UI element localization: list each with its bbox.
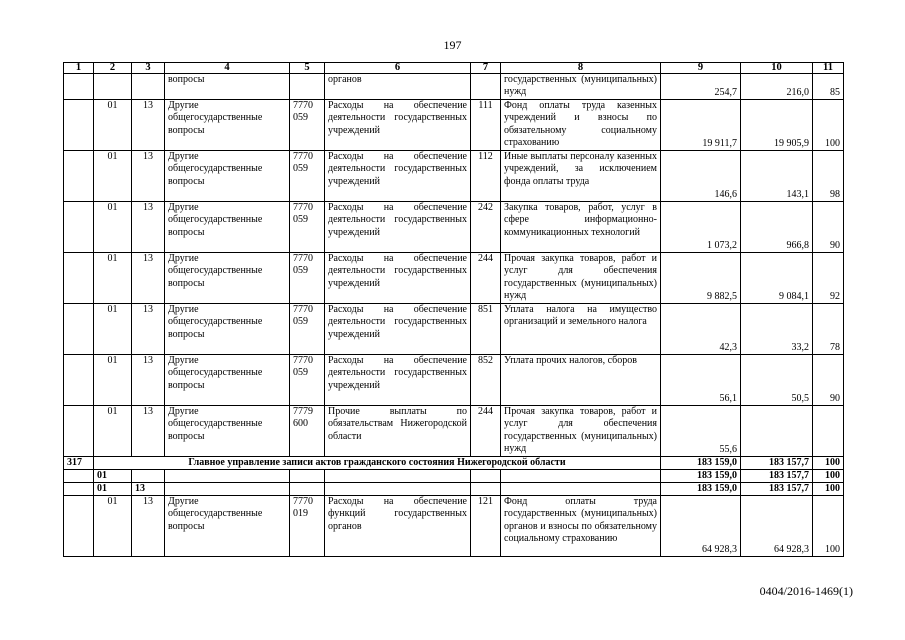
cell-c10: 33,2	[741, 304, 813, 355]
cell-c3: 13	[132, 202, 165, 253]
header-cell: 8	[501, 63, 661, 74]
cell-c10: 9 084,1	[741, 253, 813, 304]
cell-c11: 98	[813, 151, 844, 202]
cell-c2	[94, 74, 132, 100]
table-row	[64, 74, 844, 100]
cell-c3: 13	[132, 100, 165, 151]
cell-c3: 13	[132, 496, 165, 557]
cell-c4: Другие общегосударственные вопросы	[165, 151, 290, 202]
cell-c2: 01	[94, 304, 132, 355]
cell-c10: 19 905,9	[741, 100, 813, 151]
header-cell: 10	[741, 63, 813, 74]
cell-c3	[132, 74, 165, 100]
summary-c10: 183 157,7	[741, 457, 813, 470]
cell-c6: Расходы на обеспечение деятельности государственных учреждений	[325, 100, 471, 151]
cell-c7: 851	[471, 304, 501, 355]
cell-c2: 01	[94, 151, 132, 202]
cell-c8: государственных (муниципальных) нужд	[501, 74, 661, 100]
cell-c9: 1 073,2	[661, 202, 741, 253]
cell-c1	[64, 202, 94, 253]
cell-c4: Другие общегосударственные вопросы	[165, 253, 290, 304]
cell-c11: 100	[813, 100, 844, 151]
cell-c7: 121	[471, 496, 501, 557]
cell-c4	[165, 483, 290, 496]
cell-c1	[64, 406, 94, 457]
cell-c3: 13	[132, 304, 165, 355]
cell-c8	[501, 483, 661, 496]
cell-c11: 78	[813, 304, 844, 355]
cell-c1	[64, 304, 94, 355]
cell-c5: 7770 059	[290, 202, 325, 253]
cell-c4: Другие общегосударственные вопросы	[165, 202, 290, 253]
subtotal-c10: 183 157,7	[741, 483, 813, 496]
budget-table	[63, 62, 844, 557]
cell-c6: Расходы на обеспечение деятельности государственных учреждений	[325, 304, 471, 355]
cell-c3: 13	[132, 253, 165, 304]
subtotal-c10: 183 157,7	[741, 470, 813, 483]
table-row	[64, 304, 844, 355]
cell-c10: 64 928,3	[741, 496, 813, 557]
cell-c3	[132, 470, 165, 483]
cell-c6: органов	[325, 74, 471, 100]
cell-c4	[165, 470, 290, 483]
header-cell: 7	[471, 63, 501, 74]
cell-c11: 100	[813, 496, 844, 557]
cell-c1	[64, 355, 94, 406]
cell-c8: Уплата налога на имущество организаций и земельного налога	[501, 304, 661, 355]
cell-c5: 7770 059	[290, 100, 325, 151]
cell-c6	[325, 483, 471, 496]
cell-c6: Расходы на обеспечение функций государственных органов	[325, 496, 471, 557]
cell-c9: 64 928,3	[661, 496, 741, 557]
cell-c8: Фонд оплаты труда казенных учреждений и взносы по обязательному социальному страхованию	[501, 100, 661, 151]
cell-c11: 90	[813, 202, 844, 253]
cell-c6: Расходы на обеспечение деятельности государственных учреждений	[325, 202, 471, 253]
cell-c6	[325, 470, 471, 483]
cell-c11	[813, 406, 844, 457]
cell-c5	[290, 470, 325, 483]
cell-c1	[64, 253, 94, 304]
header-cell: 2	[94, 63, 132, 74]
subtotal-c11: 100	[813, 483, 844, 496]
header-cell: 1	[64, 63, 94, 74]
subtotal-c2: 01	[94, 483, 132, 496]
header-cell: 11	[813, 63, 844, 74]
cell-c7	[471, 470, 501, 483]
cell-c1	[64, 483, 94, 496]
table-row	[64, 100, 844, 151]
cell-c7: 244	[471, 253, 501, 304]
cell-c2: 01	[94, 406, 132, 457]
cell-c8	[501, 470, 661, 483]
cell-c4: Другие общегосударственные вопросы	[165, 355, 290, 406]
cell-c6: Расходы на обеспечение деятельности государственных учреждений	[325, 355, 471, 406]
table-row	[64, 355, 844, 406]
cell-c3: 13	[132, 406, 165, 457]
cell-c1	[64, 100, 94, 151]
cell-c4: Другие общегосударственные вопросы	[165, 406, 290, 457]
cell-c9: 146,6	[661, 151, 741, 202]
cell-c5: 7770 019	[290, 496, 325, 557]
subtotal-c9: 183 159,0	[661, 470, 741, 483]
header-cell: 3	[132, 63, 165, 74]
subtotal-c9: 183 159,0	[661, 483, 741, 496]
table-row	[64, 406, 844, 457]
cell-c7: 852	[471, 355, 501, 406]
summary-c9: 183 159,0	[661, 457, 741, 470]
cell-c10: 966,8	[741, 202, 813, 253]
cell-c10: 143,1	[741, 151, 813, 202]
cell-c2: 01	[94, 496, 132, 557]
table-row	[64, 151, 844, 202]
cell-c9: 254,7	[661, 74, 741, 100]
table-row	[64, 496, 844, 557]
cell-c8: Иные выплаты персоналу казенных учреждений, за исключением фонда оплаты труда	[501, 151, 661, 202]
cell-c6: Расходы на обеспечение деятельности государственных учреждений	[325, 151, 471, 202]
cell-c9: 19 911,7	[661, 100, 741, 151]
cell-c1	[64, 470, 94, 483]
subtotal-row	[64, 483, 844, 496]
cell-c1	[64, 151, 94, 202]
cell-c4: Другие общегосударственные вопросы	[165, 100, 290, 151]
subtotal-row	[64, 470, 844, 483]
cell-c8: Фонд оплаты труда государственных (муниципальных) органов и взносы по обязательному социальному страхованию	[501, 496, 661, 557]
cell-c5: 7770 059	[290, 355, 325, 406]
cell-c5	[290, 483, 325, 496]
cell-c9: 55,6	[661, 406, 741, 457]
cell-c11: 90	[813, 355, 844, 406]
summary-title: Главное управление записи актов гражданского состояния Нижегородской области	[94, 457, 661, 470]
cell-c2: 01	[94, 100, 132, 151]
cell-c6: Расходы на обеспечение деятельности государственных учреждений	[325, 253, 471, 304]
cell-c4: Другие общегосударственные вопросы	[165, 304, 290, 355]
header-cell: 6	[325, 63, 471, 74]
header-cell: 5	[290, 63, 325, 74]
cell-c10	[741, 406, 813, 457]
cell-c4: вопросы	[165, 74, 290, 100]
cell-c5: 7770 059	[290, 253, 325, 304]
cell-c10: 216,0	[741, 74, 813, 100]
cell-c5	[290, 74, 325, 100]
cell-c4: Другие общегосударственные вопросы	[165, 496, 290, 557]
cell-c7: 111	[471, 100, 501, 151]
subtotal-c11: 100	[813, 470, 844, 483]
cell-c7: 112	[471, 151, 501, 202]
cell-c7	[471, 483, 501, 496]
cell-c1	[64, 74, 94, 100]
cell-c10: 50,5	[741, 355, 813, 406]
summary-row	[64, 457, 844, 470]
cell-c2: 01	[94, 202, 132, 253]
cell-c1	[64, 496, 94, 557]
summary-c11: 100	[813, 457, 844, 470]
cell-c11: 92	[813, 253, 844, 304]
cell-c2: 01	[94, 355, 132, 406]
cell-c8: Уплата прочих налогов, сборов	[501, 355, 661, 406]
cell-c5: 7770 059	[290, 151, 325, 202]
header-row	[64, 63, 844, 74]
cell-c9: 42,3	[661, 304, 741, 355]
cell-c3: 13	[132, 151, 165, 202]
table-row	[64, 202, 844, 253]
header-cell: 9	[661, 63, 741, 74]
page-number: 197	[443, 38, 462, 52]
cell-c7	[471, 74, 501, 100]
subtotal-c3: 13	[132, 483, 165, 496]
cell-c11: 85	[813, 74, 844, 100]
cell-c8: Закупка товаров, работ, услуг в сфере информационно-коммуникационных технологий	[501, 202, 661, 253]
cell-c2: 01	[94, 253, 132, 304]
cell-c8: Прочая закупка товаров, работ и услуг для обеспечения государственных (муниципальных) нужд	[501, 406, 661, 457]
cell-c5: 7770 059	[290, 304, 325, 355]
cell-c7: 242	[471, 202, 501, 253]
cell-c5: 7779 600	[290, 406, 325, 457]
subtotal-c2: 01	[94, 470, 132, 483]
cell-c9: 9 882,5	[661, 253, 741, 304]
document-code: 0404/2016-1469(1)	[759, 584, 853, 598]
summary-code: 317	[64, 457, 94, 470]
table-row	[64, 253, 844, 304]
cell-c9: 56,1	[661, 355, 741, 406]
cell-c8: Прочая закупка товаров, работ и услуг для обеспечения государственных (муниципальных) нужд	[501, 253, 661, 304]
cell-c7: 244	[471, 406, 501, 457]
header-cell: 4	[165, 63, 290, 74]
cell-c3: 13	[132, 355, 165, 406]
cell-c6: Прочие выплаты по обязательствам Нижегородской области	[325, 406, 471, 457]
